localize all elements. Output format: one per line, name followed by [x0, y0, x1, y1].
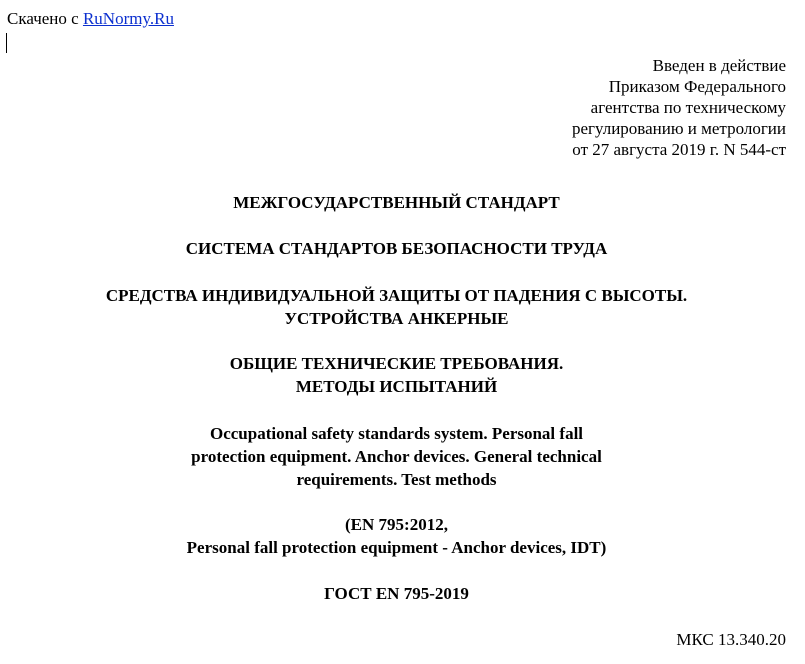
text-cursor: [6, 33, 7, 53]
mks-classification: МКС 13.340.20: [676, 630, 786, 649]
enactment-line: Введен в действие: [652, 56, 786, 75]
english-title-line: protection equipment. Anchor devices. General technical: [191, 447, 602, 466]
english-title: [0, 422, 793, 491]
download-source-line: [7, 9, 174, 29]
heading-text: МЕТОДЫ ИСПЫТАНИЙ: [295, 377, 498, 396]
heading-text: УСТРОЙСТВА АНКЕРНЫЕ: [284, 309, 509, 328]
standard-name-heading: [0, 284, 793, 330]
runormy-link[interactable]: RuNormy.Ru: [82, 9, 174, 28]
gost-designation: [0, 582, 793, 605]
heading-text: МЕЖГОСУДАРСТВЕННЫЙ СТАНДАРТ: [233, 193, 560, 212]
standards-system-heading: [0, 237, 793, 260]
enactment-note: [572, 55, 786, 160]
equivalence-note: [0, 513, 793, 559]
heading-text: ОБЩИЕ ТЕХНИЧЕСКИЕ ТРЕБОВАНИЯ.: [229, 354, 564, 373]
interstate-standard-heading: [0, 191, 793, 214]
download-prefix: Скачено с: [7, 9, 79, 28]
enactment-line: от 27 августа 2019 г. N 544-ст: [572, 140, 786, 159]
gost-number: ГОСТ EN 795-2019: [324, 584, 469, 603]
enactment-line: агентства по техническому: [590, 98, 786, 117]
enactment-line: регулированию и метрологии: [571, 119, 786, 138]
standard-subtitle-heading: [0, 352, 793, 398]
equivalence-line: Personal fall protection equipment - Anchor devices, IDT): [186, 538, 607, 557]
enactment-line: Приказом Федерального: [608, 77, 786, 96]
english-title-line: requirements. Test methods: [296, 470, 497, 489]
heading-text: СРЕДСТВА ИНДИВИДУАЛЬНОЙ ЗАЩИТЫ ОТ ПАДЕНИЯ С ВЫСОТЫ.: [105, 286, 688, 305]
heading-text: СИСТЕМА СТАНДАРТОВ БЕЗОПАСНОСТИ ТРУДА: [185, 239, 608, 258]
english-title-line: Occupational safety standards system. Personal fall: [209, 424, 584, 443]
equivalence-line: (EN 795:2012,: [345, 515, 448, 534]
